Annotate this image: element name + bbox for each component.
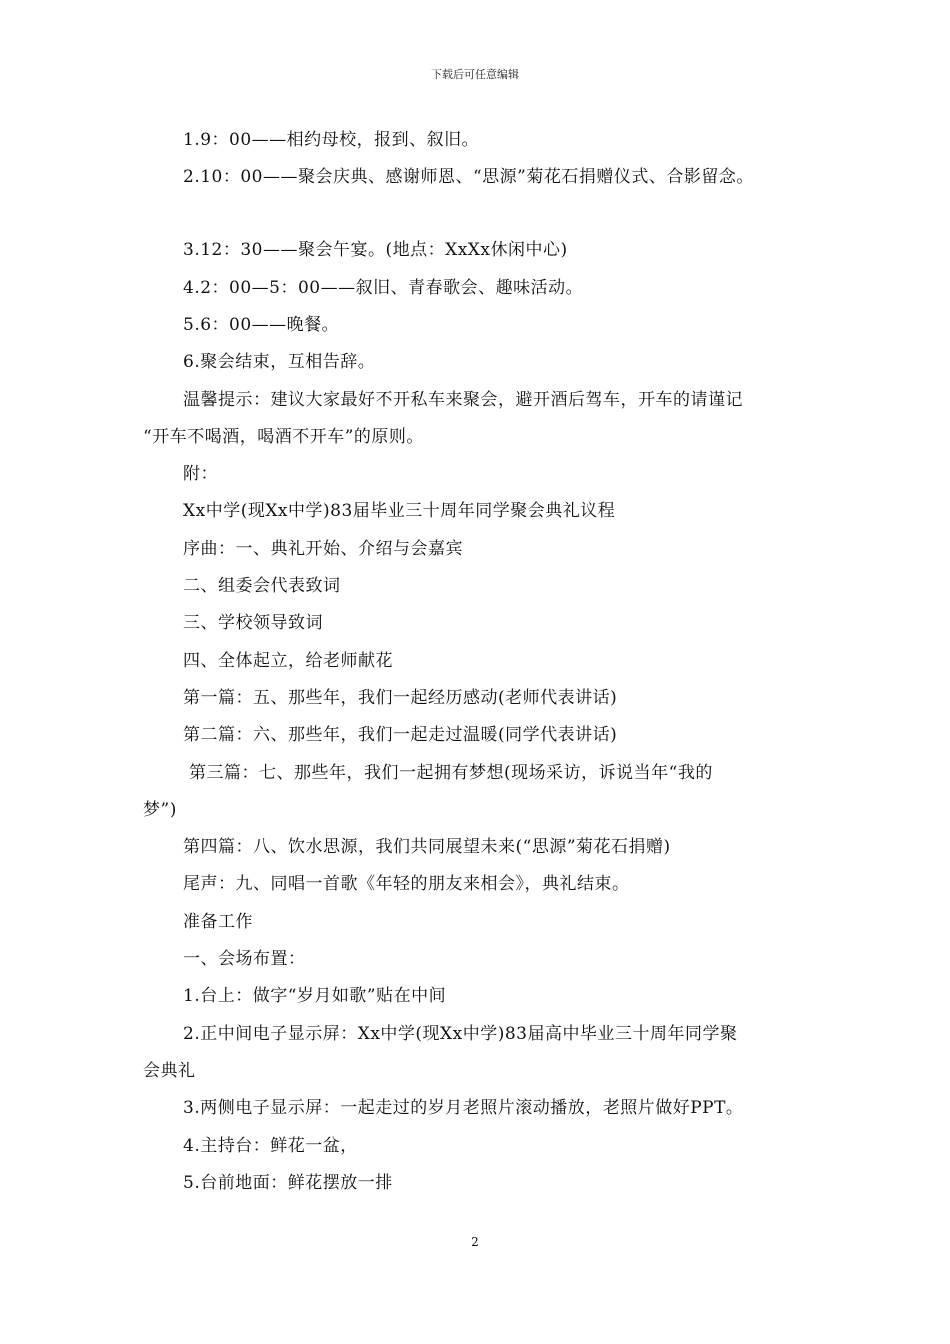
body-line: 一、会场布置： <box>183 949 306 969</box>
body-line: 附： <box>183 464 218 484</box>
body-line: 5.台前地面：鲜花摆放一排 <box>183 1173 393 1193</box>
body-line: 二、组委会代表致词 <box>183 576 341 596</box>
body-line: 序曲：一、典礼开始、介绍与会嘉宾 <box>183 539 463 559</box>
body-line: 4.2：00—5：00——叙旧、青春歌会、趣味活动。 <box>183 278 584 298</box>
body-line: 温馨提示：建议大家最好不开私车来聚会，避开酒后驾车，开车的请谨记 <box>183 390 743 410</box>
body-line: 3.两侧电子显示屏：一起走过的岁月老照片滚动播放，老照片做好PPT。 <box>183 1098 744 1118</box>
body-line: 第一篇：五、那些年，我们一起经历感动(老师代表讲话) <box>183 688 618 708</box>
body-line: 尾声：九、同唱一首歌《年轻的朋友来相会》，典礼结束。 <box>183 874 630 894</box>
body-line: 2.正中间电子显示屏：Xx中学(现Xx中学)83届高中毕业三十周年同学聚 <box>183 1024 738 1044</box>
body-line: 第三篇：七、那些年，我们一起拥有梦想(现场采访，诉说当年“我的 <box>189 763 713 783</box>
body-line: Xx中学(现Xx中学)83届毕业三十周年同学聚会典礼议程 <box>183 501 616 521</box>
body-line: 5.6：00——晚餐。 <box>183 315 340 335</box>
body-line: 4.主持台：鲜花一盆， <box>183 1136 358 1156</box>
page-number: 2 <box>471 1235 479 1249</box>
body-line: 第四篇：八、饮水思源，我们共同展望未来(“思源”菊花石捐赠) <box>183 837 671 857</box>
body-line: “开车不喝酒，喝酒不开车”的原则。 <box>143 427 424 447</box>
body-line: 第二篇：六、那些年，我们一起走过温暖(同学代表讲话) <box>183 725 618 745</box>
body-line: 3.12：30——聚会午宴。(地点：XxXx休闲中心) <box>183 240 568 260</box>
body-line: 1.9：00——相约母校，报到、叙旧。 <box>183 130 480 150</box>
body-line: 三、学校领导致词 <box>183 613 323 633</box>
body-line: 四、全体起立，给老师献花 <box>183 651 393 671</box>
body-line: 会典礼 <box>143 1061 196 1081</box>
body-line: 1.台上：做字“岁月如歌”贴在中间 <box>183 986 447 1006</box>
page-header-note: 下载后可任意编辑 <box>431 68 519 81</box>
body-line: 2.10：00——聚会庆典、感谢师恩、“思源”菊花石捐赠仪式、合影留念。 <box>183 167 754 187</box>
body-line: 准备工作 <box>183 912 253 932</box>
body-line: 6.聚会结束，互相告辞。 <box>183 352 376 372</box>
body-line: 梦”) <box>143 800 177 820</box>
